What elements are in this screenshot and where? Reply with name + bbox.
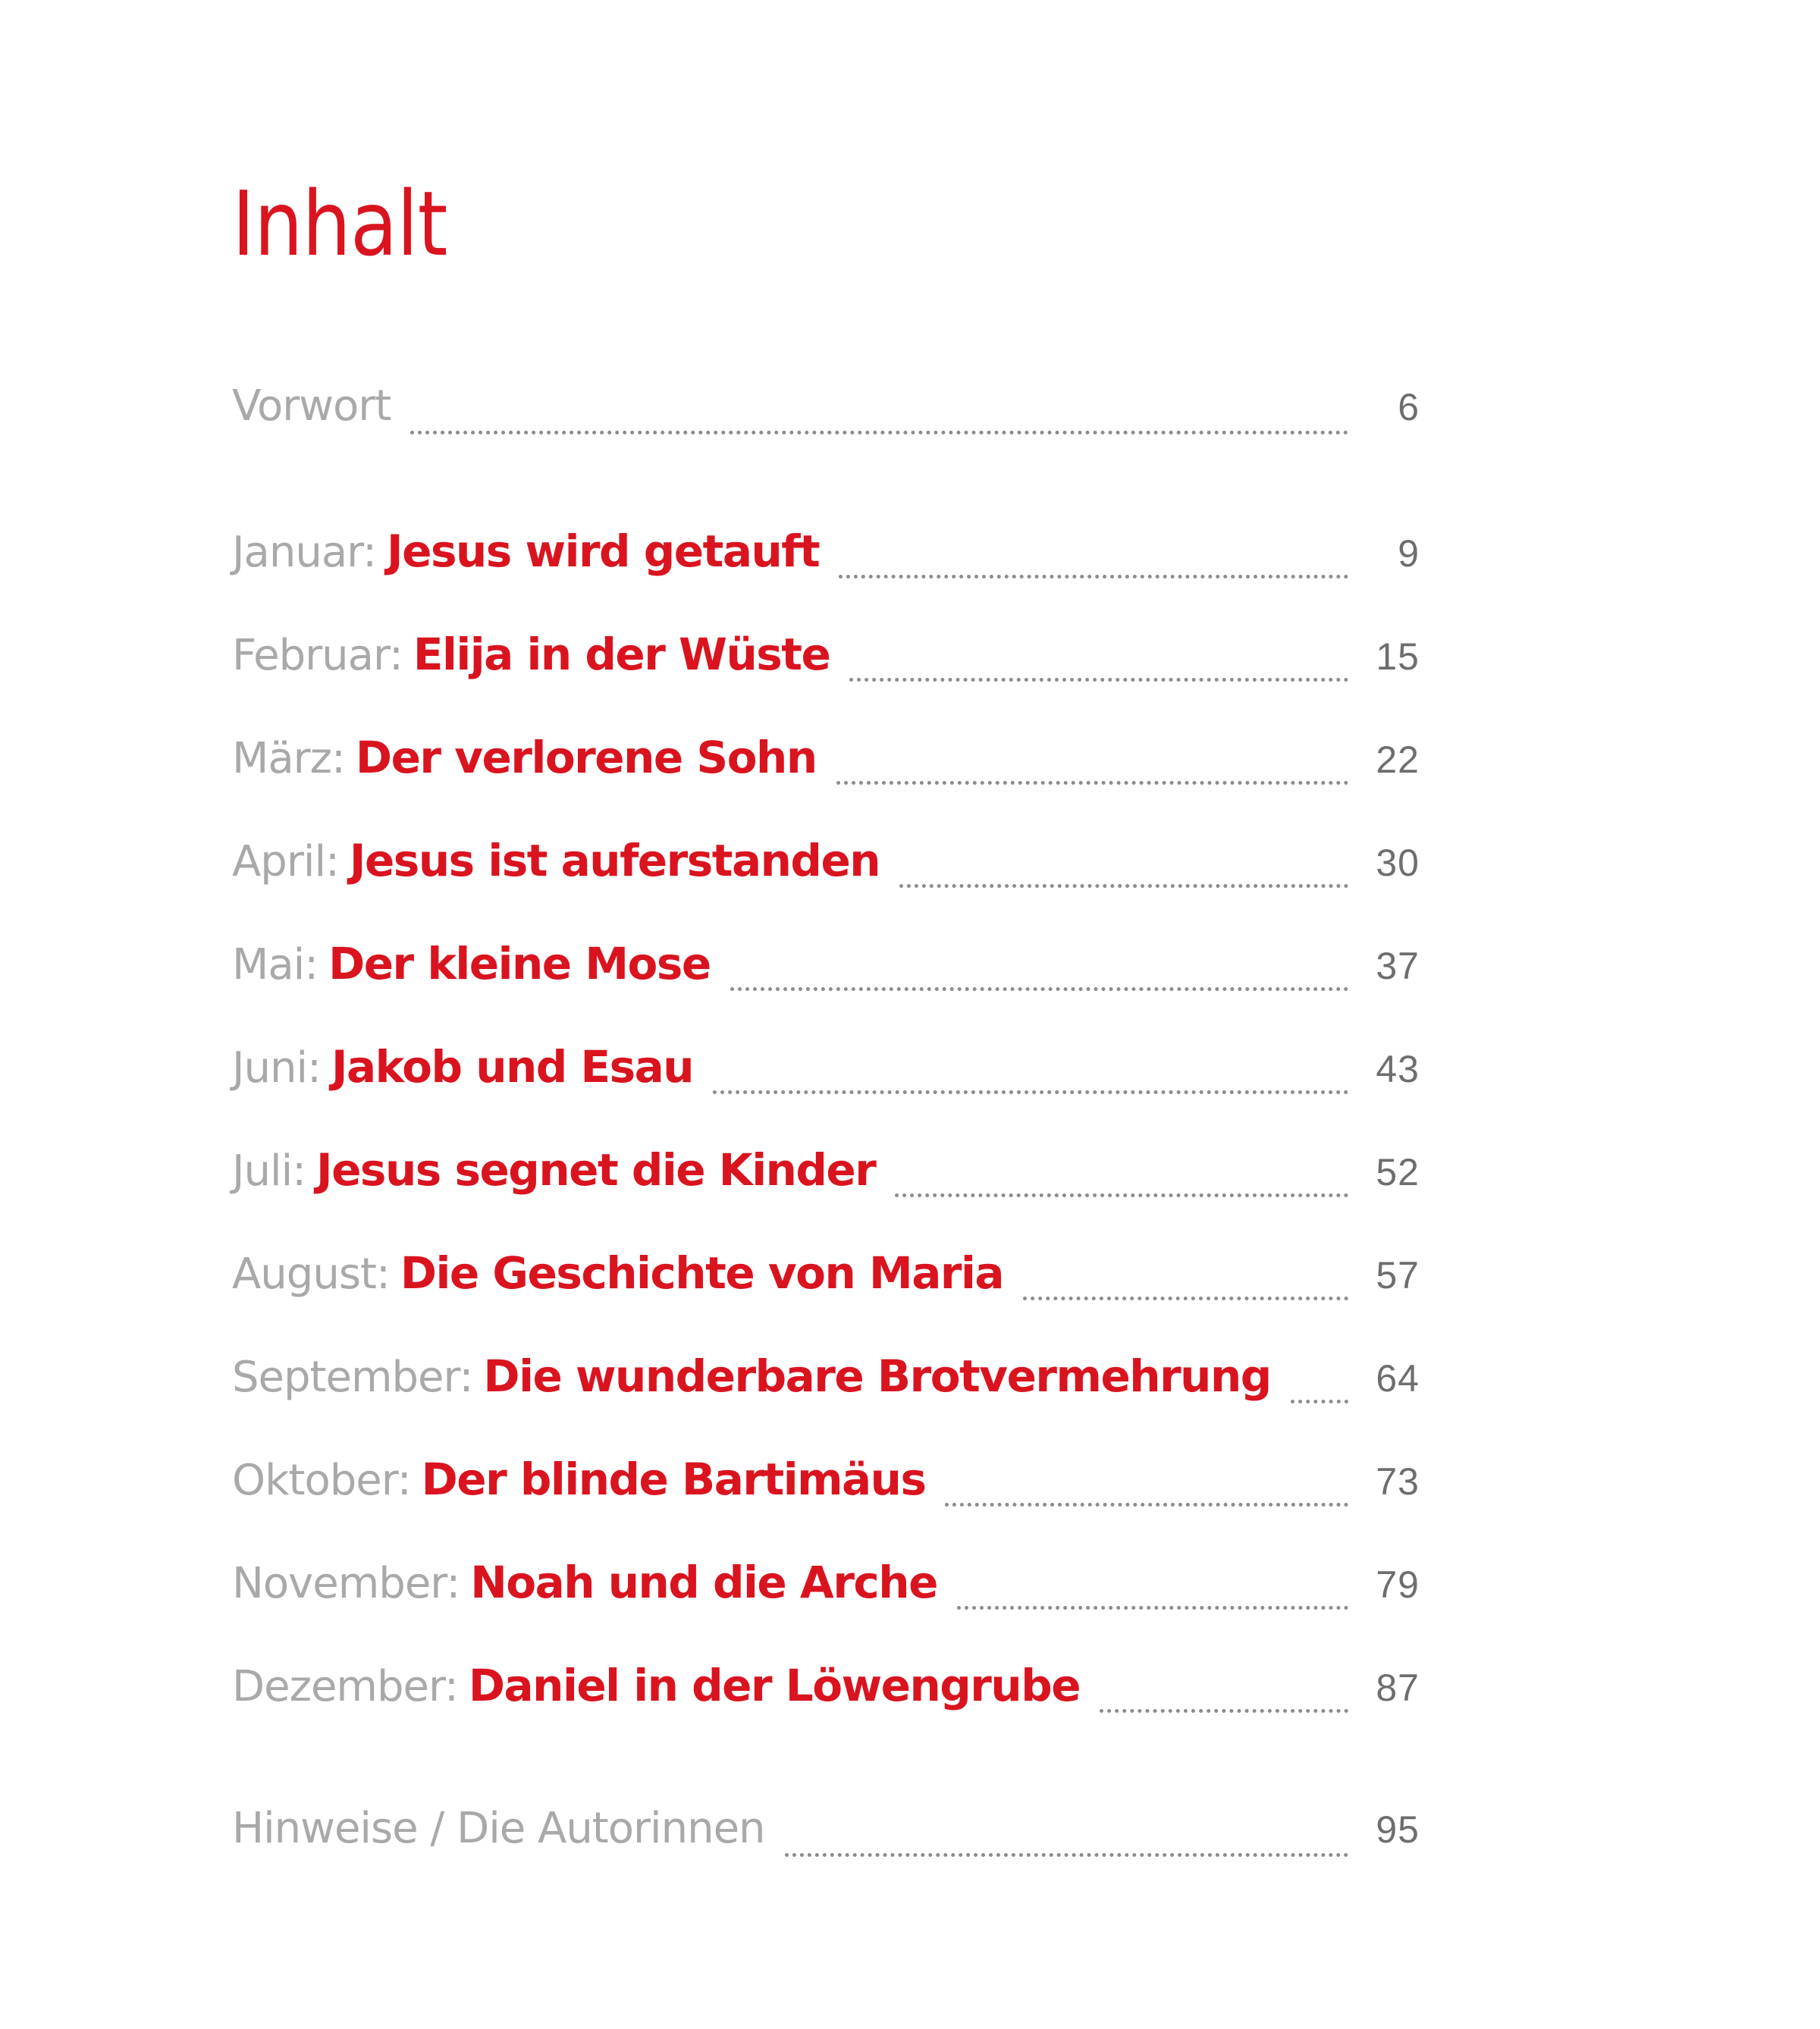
story-title: Die Geschichte von Maria (400, 1247, 1003, 1299)
dot-leader (1291, 1400, 1348, 1403)
dot-leader (849, 678, 1348, 682)
dot-leader (895, 1193, 1348, 1197)
page-number: 9 (1398, 532, 1420, 575)
dot-leader (713, 1090, 1348, 1094)
toc-entry-foreword[interactable] (232, 381, 1420, 450)
story-title: Jesus ist auferstanden (349, 835, 880, 886)
dot-leader (785, 1853, 1348, 1857)
month-label: Februar: (232, 631, 403, 680)
month-label: April: (232, 837, 339, 886)
dot-leader (957, 1606, 1348, 1610)
page-number: 79 (1376, 1563, 1420, 1606)
page-number: 87 (1376, 1667, 1420, 1709)
story-title: Der kleine Mose (328, 938, 711, 989)
page-number: 43 (1376, 1048, 1420, 1090)
page-number: 15 (1376, 635, 1420, 678)
toc-entry-mai[interactable] (232, 938, 1420, 1006)
month-label: März: (232, 734, 345, 783)
page-number: 30 (1376, 842, 1420, 884)
month-label: September: (232, 1353, 473, 1402)
story-title: Der verlorene Sohn (355, 732, 817, 783)
dot-leader (1100, 1709, 1348, 1713)
toc-entry-hinweise[interactable] (232, 1804, 1420, 1872)
toc-entry-november[interactable] (232, 1557, 1420, 1625)
toc-entry-september[interactable] (232, 1350, 1420, 1419)
dot-leader (410, 431, 1348, 434)
dot-leader (899, 884, 1348, 888)
toc-entry-juli[interactable] (232, 1144, 1420, 1212)
story-title: Die wunderbare Brotvermehrung (483, 1350, 1271, 1402)
story-title: Jakob und Esau (331, 1041, 694, 1093)
toc-entry-august[interactable] (232, 1247, 1420, 1316)
toc-entry-juni[interactable] (232, 1041, 1420, 1109)
dot-leader (836, 781, 1348, 785)
month-label: Juni: (232, 1043, 321, 1093)
page-number: 6 (1398, 386, 1420, 428)
month-label: Juli: (232, 1146, 306, 1196)
toc-entry-dezember[interactable] (232, 1660, 1420, 1728)
toc-entry-april[interactable] (232, 835, 1420, 903)
month-label: Oktober: (232, 1456, 411, 1505)
story-title: Der blinde Bartimäus (421, 1454, 926, 1505)
entry-label: Hinweise / Die Autorinnen (232, 1804, 765, 1853)
page-title: Inhalt (232, 171, 447, 276)
dot-leader (945, 1503, 1348, 1507)
page-number: 52 (1376, 1151, 1420, 1193)
page-number: 57 (1376, 1254, 1420, 1297)
page-number: 64 (1376, 1357, 1420, 1400)
page-number: 37 (1376, 945, 1420, 987)
dot-leader (1023, 1297, 1348, 1300)
toc-entry-maerz[interactable] (232, 732, 1420, 800)
month-label: August: (232, 1250, 390, 1299)
page-number: 95 (1376, 1808, 1420, 1851)
dot-leader (839, 575, 1348, 579)
month-label: Mai: (232, 940, 318, 989)
story-title: Jesus wird getauft (387, 525, 820, 577)
page-number: 73 (1376, 1460, 1420, 1503)
toc-entry-oktober[interactable] (232, 1454, 1420, 1522)
month-label: Januar: (232, 528, 377, 577)
story-title: Daniel in der Löwengrube (468, 1660, 1081, 1711)
story-title: Jesus segnet die Kinder (316, 1144, 876, 1196)
month-label: Dezember: (232, 1662, 458, 1711)
month-label: November: (232, 1559, 460, 1608)
story-title: Noah und die Arche (470, 1557, 937, 1608)
dot-leader (730, 987, 1348, 991)
toc-entry-februar[interactable] (232, 629, 1420, 697)
entry-label: Vorwort (232, 381, 391, 431)
page-number: 22 (1376, 739, 1420, 781)
story-title: Elija in der Wüste (413, 629, 830, 680)
toc-entry-januar[interactable] (232, 525, 1420, 594)
